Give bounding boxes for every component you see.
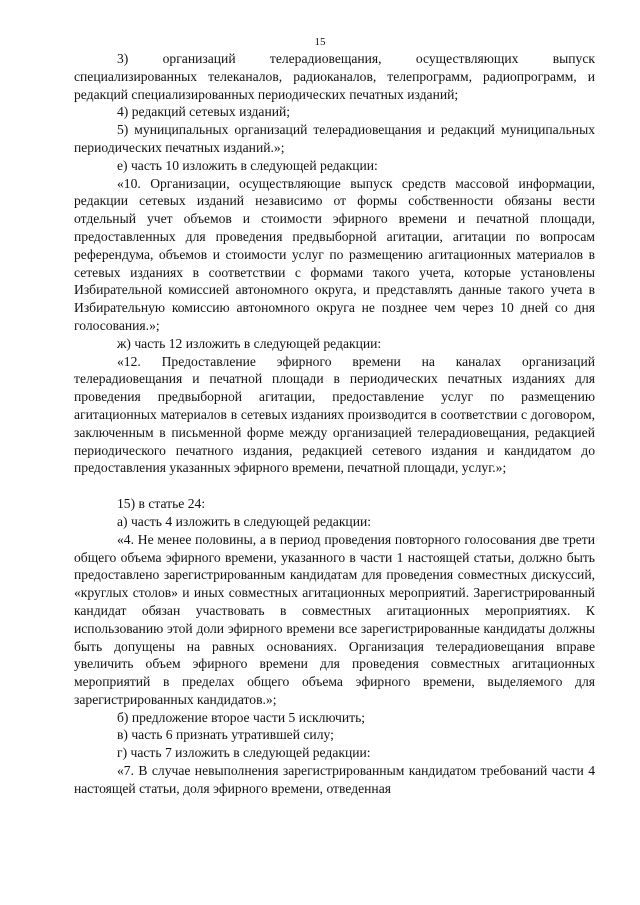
- amendment-zh: ж) часть 12 изложить в следующей редакции:: [117, 335, 382, 351]
- amendment-e: е) часть 10 изложить в следующей редакции:: [117, 157, 378, 173]
- amendment-b: б) предложение второе части 5 исключить;: [117, 709, 366, 725]
- list-item-3: 3) организаций телерадиовещания, осуществляющих выпуск специализированных телеканалов, радиоканалов, телепрограмм, радиопрограмм, и редакций специализированных периодических печатных изданий;: [74, 51, 595, 102]
- amendment-v: в) часть 6 признать утратившей силу;: [117, 727, 334, 743]
- amendment-g: г) часть 7 изложить в следующей редакции:: [117, 745, 371, 761]
- item-15-heading: 15) в статье 24:: [117, 496, 206, 512]
- quoted-part-12: «12. Предоставление эфирного времени на каналах организаций телерадиовещания и печатной площади в периодических печатных изданиях для проведения предвыборной агитации, предоставление услуг по размещению агитационных материалов в сетевых изданиях производится в соответствии с договором, заключенным в письменной форме между организацией телерадиовещания, редакцией периодического печатного издания, редакцией сетевого издания и кандидатом до предоставления указанных эфирного времени, печатной площади, услуг.»;: [74, 353, 595, 476]
- page-number: 15: [314, 36, 326, 48]
- amendment-a: а) часть 4 изложить в следующей редакции:: [117, 513, 372, 529]
- list-item-4: 4) редакций сетевых изданий;: [117, 104, 291, 120]
- paragraph-gap: [74, 477, 595, 495]
- document-body: [74, 50, 595, 798]
- quoted-part-10: «10. Организации, осуществляющие выпуск средств массовой информации, редакции сетевых изданий независимо от формы собственности обязаны вести отдельный учет объемов и стоимости эфирного времени и печатной площади, предоставленных для проведения предвыборной агитации, агитации по вопросам референдума, объемов и стоимости услуг по размещению агитационных материалов в сетевых изданиях в соответствии с формами такого учета, которые установлены Избирательной комиссией автономного округа, и представлять данные такого учета в Избирательную комиссию автономного округа не позднее чем через 10 дней со дня голосования.»;: [74, 175, 595, 333]
- list-item-5: 5) муниципальных организаций телерадиовещания и редакций муниципальных периодических печатных изданий.»;: [74, 122, 595, 155]
- quoted-part-7: «7. В случае невыполнения зарегистрированным кандидатом требований части 4 настоящей статьи, доля эфирного времени, отведенная: [74, 763, 595, 796]
- quoted-part-4: «4. Не менее половины, а в период проведения повторного голосования две трети общего объема эфирного времени, указанного в части 1 настоящей статьи, должно быть предоставлено зарегистрированным кандидатам для проведения совместных дискуссий, «круглых столов» и иных совместных агитационных мероприятий. Зарегистрированный кандидат обязан участвовать в совместных агитационных мероприятиях. К использованию этой доли эфирного времени все зарегистрированные кандидаты должны быть допущены на равных основаниях. Организация телерадиовещания вправе увеличить объем эфирного времени для проведения совместных агитационных мероприятий в пределах общего объема эфирного времени, выделяемого для зарегистрированных кандидатов.»;: [74, 531, 595, 707]
